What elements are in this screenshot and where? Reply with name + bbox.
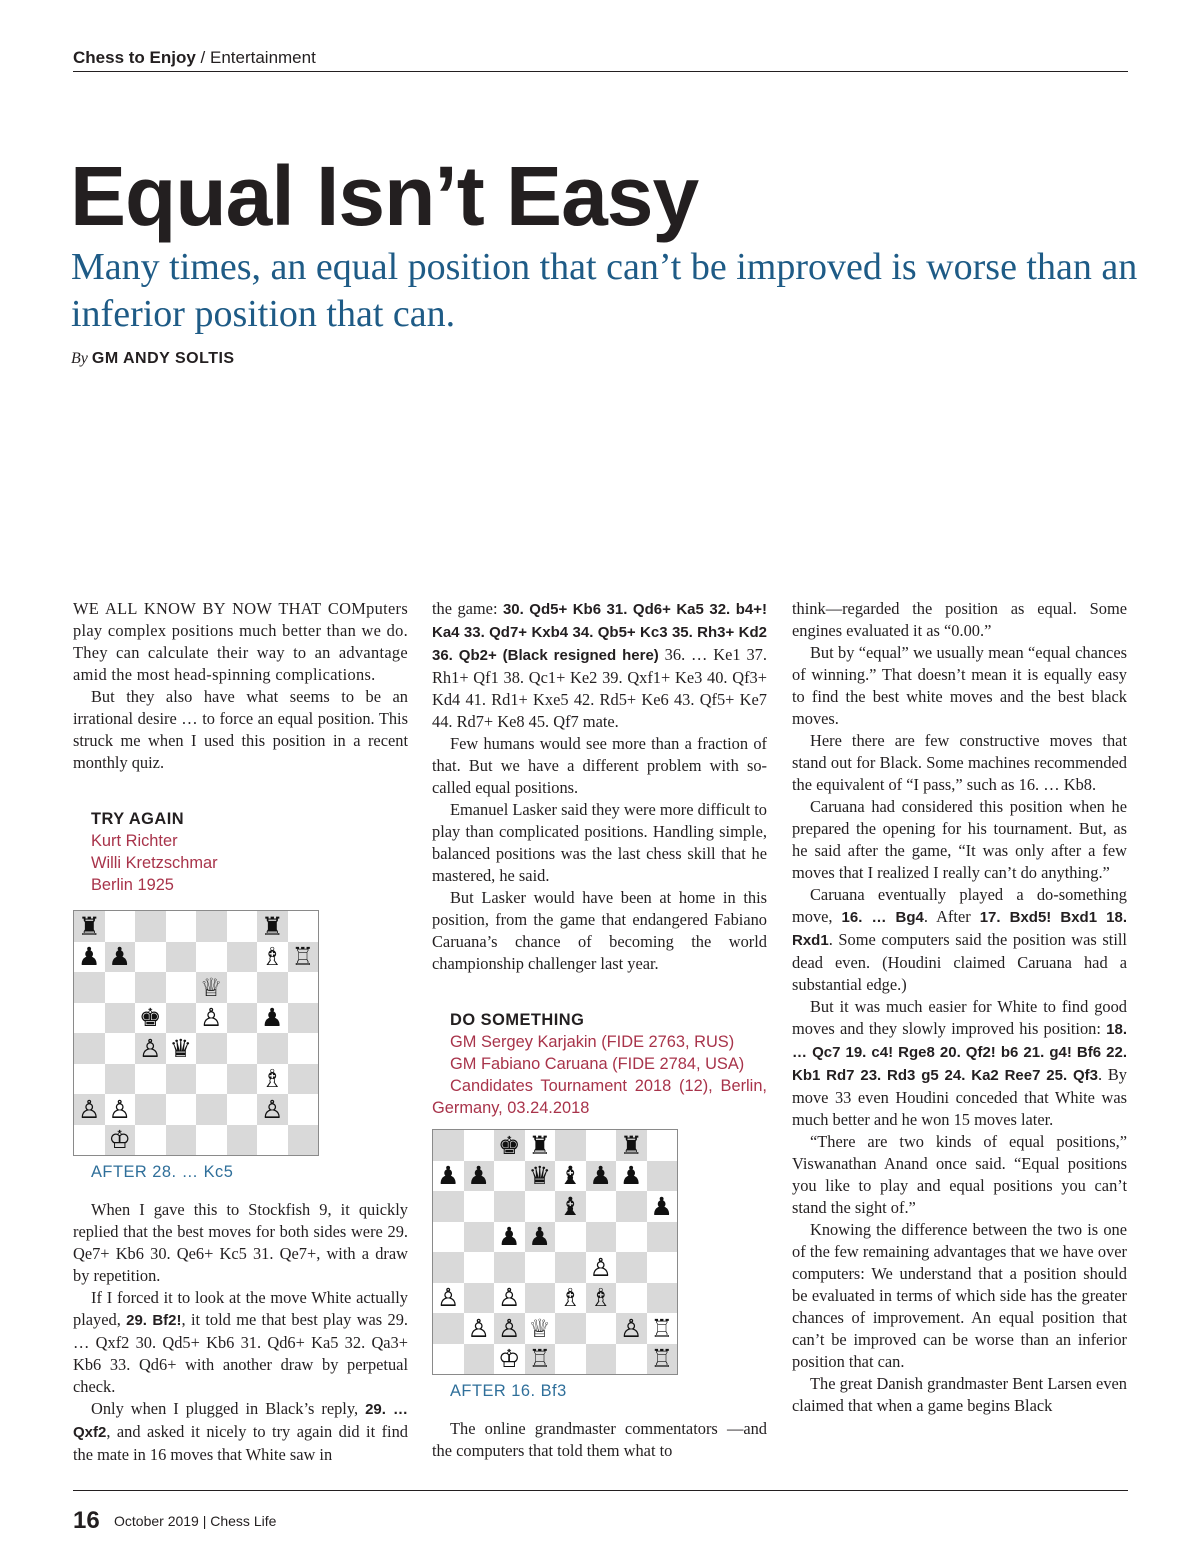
game2-event: Candidates Tournament 2018 (12), Berlin, Germany, 03.24.2018 — [432, 1077, 767, 1117]
board-square — [647, 1191, 678, 1222]
col1-paragraph-1: WE ALL KNOW BY NOW THAT COMputers play complex positions much better than we do. They can calculate their way to an advantage amid the most head-spinning complications. — [73, 599, 408, 684]
board-square — [525, 1252, 556, 1283]
white-pawn-icon: ♙ — [467, 1313, 490, 1343]
board-square — [586, 1283, 617, 1314]
board-square — [616, 1344, 647, 1375]
board-square — [464, 1191, 495, 1222]
black-king-icon: ♚ — [498, 1130, 521, 1160]
white-pawn-icon: ♙ — [620, 1313, 643, 1343]
board-square — [433, 1283, 464, 1314]
white-queen-icon: ♕ — [528, 1313, 551, 1343]
col3-paragraph-2: But by “equal” we usually mean “equal chances of winning.” That doesn’t mean it is equally easy to find the best white moves and the best black moves. — [792, 643, 1127, 728]
col3-paragraph-9: The great Danish grandmaster Bent Larsen even claimed that when a game begins Black — [792, 1374, 1127, 1415]
board-square — [166, 911, 197, 942]
board-square — [555, 1130, 586, 1161]
board-square — [525, 1344, 556, 1375]
white-pawn-icon: ♙ — [78, 1094, 101, 1124]
board-square — [586, 1313, 617, 1344]
board-square — [74, 972, 105, 1003]
board-square — [464, 1283, 495, 1314]
black-pawn-icon: ♟ — [620, 1161, 643, 1191]
black-bishop-icon: ♝ — [559, 1161, 582, 1191]
col2-p1-text-b: 36. … Ke1 37. Rh1+ Qf1 38. Qc1+ Ke2 39. Qxf1+ Ke3 40. Qf3+ Kd4 41. Rd1+ Kxe5 42. Rd5+ Ke6 43. Qf5+ Ke7 44. Rd7+ Ke8 45. Qf7 mate. — [432, 645, 767, 731]
board-square — [135, 911, 166, 942]
board-square — [647, 1283, 678, 1314]
board-square — [616, 1191, 647, 1222]
white-king-icon: ♔ — [498, 1344, 521, 1374]
board-square — [464, 1252, 495, 1283]
game2-black-player: GM Fabiano Caruana (FIDE 2784, USA) — [450, 1055, 745, 1073]
board-square — [433, 1344, 464, 1375]
header-separator: / — [195, 48, 210, 67]
game1-caption: AFTER 28. … Kc5 — [91, 1163, 234, 1181]
board-square — [647, 1252, 678, 1283]
col3-paragraph-4: Caruana had considered this position when he prepared the opening for his tournament. But, as he said after the game, “It was only after a few moves that I realized I really can’t do anything.” — [792, 797, 1127, 882]
board-square — [166, 1094, 197, 1125]
board-square — [433, 1252, 464, 1283]
black-queen-icon: ♛ — [169, 1033, 192, 1063]
board-square — [647, 1130, 678, 1161]
col2-p1-text-a: the game: — [432, 599, 503, 618]
board-square — [105, 1003, 136, 1034]
black-pawn-icon: ♟ — [437, 1161, 460, 1191]
board-square — [586, 1252, 617, 1283]
board-square — [616, 1252, 647, 1283]
column-1 — [73, 598, 408, 1466]
white-pawn-icon: ♙ — [437, 1283, 460, 1313]
board-square — [616, 1283, 647, 1314]
board-square — [494, 1191, 525, 1222]
board-square — [433, 1130, 464, 1161]
board-square — [196, 911, 227, 942]
board-square — [227, 972, 258, 1003]
board-square — [586, 1161, 617, 1192]
col3-paragraph-6 — [792, 996, 1127, 1131]
column-2 — [432, 598, 767, 1462]
black-rook-icon: ♜ — [78, 911, 101, 941]
col3-p5-text-a: Caruana eventually played a do-something move, — [792, 885, 1127, 926]
col2-p1-moves: 30. Qd5+ Kb6 31. Qd6+ Ka5 32. b4+! Ka4 33. Qd7+ Kxb4 34. Qb5+ Kc3 35. Rh3+ Kd2 36. Qb2+ (Black resigned here) — [432, 601, 767, 664]
white-rook-icon: ♖ — [650, 1313, 673, 1343]
board-square — [433, 1222, 464, 1253]
board-square — [196, 1125, 227, 1156]
board-square — [74, 1094, 105, 1125]
board-square — [105, 1094, 136, 1125]
board-square — [464, 1161, 495, 1192]
board-square — [74, 942, 105, 973]
board-square — [196, 972, 227, 1003]
board-square — [288, 1003, 319, 1034]
col2-paragraph-3: Emanuel Lasker said they were more difficult to play than complicated positions. Handling simple, balanced positions was the last chess skill that he mastered, he said. — [432, 800, 767, 885]
col3-p5-text-c: . Some computers said the position was still dead even. (Houdini claimed Caruana had a substantial edge.) — [792, 930, 1127, 994]
game2-heading: DO SOMETHING — [450, 1011, 585, 1029]
black-king-icon: ♚ — [139, 1003, 162, 1033]
white-pawn-icon: ♙ — [589, 1252, 612, 1282]
board-square — [647, 1313, 678, 1344]
col1-p4-text-b: , it told me that best play was 29. … Qxf2 30. Qd5+ Kb6 31. Qd6+ Ka5 32. Qa3+ Kb6 33. Qd6+ with another draw by perpetual check. — [73, 1310, 408, 1396]
board-square — [586, 1222, 617, 1253]
board-square — [166, 1064, 197, 1095]
board-square — [257, 1003, 288, 1034]
board-square — [135, 1094, 166, 1125]
board-square — [586, 1191, 617, 1222]
col2-paragraph-1 — [432, 598, 767, 733]
board-square — [227, 1033, 258, 1064]
board-square — [464, 1313, 495, 1344]
board-square — [525, 1313, 556, 1344]
board-square — [105, 1125, 136, 1156]
board-square — [555, 1313, 586, 1344]
board-square — [166, 1125, 197, 1156]
board-square — [555, 1252, 586, 1283]
col3-paragraph-1: think—regarded the position as equal. Some engines evaluated it as “0.00.” — [792, 599, 1127, 640]
col3-p5-move-b: 17. Bxd5! Bxd1 18. Rxd1 — [792, 909, 1127, 949]
col2-paragraph-2: Few humans would see more than a fraction of that. But we have a different problem with so-called equal positions. — [432, 734, 767, 797]
black-pawn-icon: ♟ — [467, 1161, 490, 1191]
board-square — [74, 1033, 105, 1064]
board-square — [196, 1033, 227, 1064]
board-square — [616, 1161, 647, 1192]
col1-p5-move: 29. … Qxf2 — [73, 1401, 408, 1441]
chess-diagram-2 — [432, 1129, 678, 1375]
board-square — [135, 1064, 166, 1095]
black-pawn-icon: ♟ — [528, 1222, 551, 1252]
board-square — [555, 1344, 586, 1375]
board-square — [227, 1125, 258, 1156]
black-queen-icon: ♛ — [528, 1161, 551, 1191]
board-square — [257, 1125, 288, 1156]
white-pawn-icon: ♙ — [498, 1313, 521, 1343]
white-pawn-icon: ♙ — [261, 1094, 284, 1124]
board-square — [135, 1033, 166, 1064]
col3-p5-move-a: 16. … Bg4 — [841, 909, 924, 926]
header-section: Chess to Enjoy — [73, 48, 196, 67]
board-square — [464, 1130, 495, 1161]
board-square — [525, 1191, 556, 1222]
board-square — [74, 1064, 105, 1095]
white-queen-icon: ♕ — [200, 972, 223, 1002]
white-rook-icon: ♖ — [528, 1344, 551, 1374]
black-pawn-icon: ♟ — [78, 942, 101, 972]
board-square — [525, 1283, 556, 1314]
board-square — [105, 911, 136, 942]
board-square — [494, 1222, 525, 1253]
board-square — [464, 1344, 495, 1375]
col1-paragraph-2: But they also have what seems to be an irrational desire … to force an equal position. This struck me when I used this position in a recent monthly quiz. — [73, 687, 408, 772]
game2-white-player: GM Sergey Karjakin (FIDE 2763, RUS) — [450, 1033, 735, 1051]
board-square — [647, 1161, 678, 1192]
white-king-icon: ♔ — [108, 1125, 131, 1155]
white-pawn-icon: ♙ — [498, 1283, 521, 1313]
white-pawn-icon: ♙ — [139, 1033, 162, 1063]
column-3 — [792, 598, 1127, 1417]
col2-paragraph-5: The online grandmaster commentators —and the computers that told them what to — [432, 1419, 767, 1460]
board-square — [555, 1161, 586, 1192]
black-rook-icon: ♜ — [261, 911, 284, 941]
board-square — [257, 1064, 288, 1095]
board-square — [196, 942, 227, 973]
col1-paragraph-3: When I gave this to Stockfish 9, it quickly replied that the best moves for both sides were 29. Qe7+ Kb6 30. Qe6+ Kc5 31. Qe7+, with a draw by repetition. — [73, 1200, 408, 1285]
board-square — [196, 1003, 227, 1034]
col2-paragraph-4: But Lasker would have been at home in this position, from the game that endangered Fabiano Caruana’s chance of becoming the world championship challenger last year. — [432, 888, 767, 973]
board-square — [257, 1033, 288, 1064]
board-square — [433, 1191, 464, 1222]
col1-p4-move: 29. Bf2! — [126, 1312, 182, 1329]
board-square — [586, 1344, 617, 1375]
board-square — [288, 1125, 319, 1156]
board-square — [288, 1033, 319, 1064]
board-square — [227, 1064, 258, 1095]
col3-p5-text-b: . After — [923, 907, 980, 926]
board-square — [616, 1130, 647, 1161]
board-square — [494, 1313, 525, 1344]
board-square — [525, 1161, 556, 1192]
board-square — [257, 911, 288, 942]
board-square — [525, 1130, 556, 1161]
board-square — [196, 1094, 227, 1125]
board-square — [257, 1094, 288, 1125]
board-square — [555, 1191, 586, 1222]
header-subsection: Entertainment — [209, 48, 316, 67]
board-square — [227, 942, 258, 973]
board-square — [74, 1003, 105, 1034]
board-square — [105, 972, 136, 1003]
board-square — [105, 1064, 136, 1095]
board-square — [288, 911, 319, 942]
board-square — [616, 1222, 647, 1253]
board-square — [74, 1125, 105, 1156]
white-bishop-icon: ♗ — [559, 1283, 582, 1313]
white-pawn-icon: ♙ — [200, 1003, 223, 1033]
game2-caption: AFTER 16. Bf3 — [450, 1382, 567, 1400]
board-square — [525, 1222, 556, 1253]
board-square — [288, 972, 319, 1003]
white-bishop-icon: ♗ — [261, 1064, 284, 1094]
board-square — [586, 1130, 617, 1161]
col1-paragraph-4 — [73, 1287, 408, 1398]
col3-paragraph-3: Here there are few constructive moves that stand out for Black. Some machines recommended the equivalent of “I pass,” such as 16. … Kb8. — [792, 731, 1127, 794]
board-square — [494, 1161, 525, 1192]
black-pawn-icon: ♟ — [108, 942, 131, 972]
board-square — [227, 911, 258, 942]
board-square — [166, 972, 197, 1003]
board-square — [494, 1283, 525, 1314]
white-bishop-icon: ♗ — [589, 1283, 612, 1313]
black-bishop-icon: ♝ — [559, 1191, 582, 1221]
game1-black-player: Willi Kretzschmar — [91, 854, 218, 872]
black-pawn-icon: ♟ — [498, 1222, 521, 1252]
board-square — [288, 1064, 319, 1095]
col1-p4-text-a: If I forced it to look at the move White actually played, — [73, 1288, 408, 1329]
board-square — [227, 1003, 258, 1034]
board-square — [135, 972, 166, 1003]
board-square — [647, 1344, 678, 1375]
article-deck: Many times, an equal position that can’t be improved is worse than an inferior position that can. — [71, 246, 1138, 335]
board-square — [433, 1313, 464, 1344]
board-square — [166, 942, 197, 973]
col1-p5-text-a: Only when I plugged in Black’s reply, — [91, 1399, 366, 1418]
byline — [71, 350, 235, 368]
board-square — [196, 1064, 227, 1095]
chess-diagram-1 — [73, 910, 319, 1156]
black-pawn-icon: ♟ — [589, 1161, 612, 1191]
black-pawn-icon: ♟ — [650, 1191, 673, 1221]
board-square — [166, 1003, 197, 1034]
black-rook-icon: ♜ — [528, 1130, 551, 1160]
white-bishop-icon: ♗ — [261, 942, 284, 972]
board-square — [464, 1222, 495, 1253]
game1-event: Berlin 1925 — [91, 876, 174, 894]
byline-by: By — [71, 350, 88, 367]
white-pawn-icon: ♙ — [108, 1094, 131, 1124]
col3-paragraph-5 — [792, 884, 1127, 996]
col3-paragraph-8: Knowing the difference between the two is one of the few remaining advantages that we have over computers: We understand that a position should be evaluated in terms of which side has the greater chances of improvement. An equal position that can’t be improved can be worse than an inferior position that can. — [792, 1220, 1127, 1371]
col1-p5-text-b: , and asked it nicely to try again did it find the mate in 16 moves that White saw in — [73, 1422, 408, 1464]
page-number: 16 — [73, 1507, 100, 1534]
publication-info: October 2019 | Chess Life — [114, 1513, 277, 1529]
white-rook-icon: ♖ — [291, 942, 314, 972]
col3-p6-text-a: But it was much easier for White to find good moves and they slowly improved his position: — [792, 997, 1127, 1038]
col3-paragraph-7: “There are two kinds of equal positions,” Viswanathan Anand once said. “Equal positions you like to play and equal positions you can’t stand the sight of.” — [792, 1132, 1127, 1217]
board-square — [555, 1283, 586, 1314]
page-footer — [73, 1490, 1128, 1534]
board-square — [257, 942, 288, 973]
board-square — [433, 1161, 464, 1192]
black-rook-icon: ♜ — [620, 1130, 643, 1160]
col3-p6-text-b: . By move 33 even Houdini conceded that White was much better and he won 15 moves later. — [792, 1065, 1127, 1129]
board-square — [105, 1033, 136, 1064]
board-square — [74, 911, 105, 942]
board-square — [166, 1033, 197, 1064]
board-square — [616, 1313, 647, 1344]
board-square — [288, 942, 319, 973]
game1-white-player: Kurt Richter — [91, 832, 178, 850]
board-square — [135, 1125, 166, 1156]
board-square — [135, 942, 166, 973]
board-square — [494, 1252, 525, 1283]
board-square — [494, 1130, 525, 1161]
board-square — [555, 1222, 586, 1253]
article-title: Equal Isn’t Easy — [70, 149, 699, 243]
col3-p6-moves: 18. … Qc7 19. c4! Rge8 20. Qf2! b6 21. g4! Bf6 22. Kb1 Rd7 23. Rd3 g5 24. Ka2 Ree7 25. Qf3 — [792, 1021, 1127, 1084]
col1-paragraph-5 — [73, 1398, 408, 1466]
game1-heading: TRY AGAIN — [91, 810, 185, 828]
board-square — [647, 1222, 678, 1253]
black-pawn-icon: ♟ — [261, 1003, 284, 1033]
board-square — [227, 1094, 258, 1125]
board-square — [257, 972, 288, 1003]
board-square — [288, 1094, 319, 1125]
board-square — [494, 1344, 525, 1375]
board-square — [135, 1003, 166, 1034]
board-square — [105, 942, 136, 973]
white-rook-icon: ♖ — [650, 1344, 673, 1374]
running-header — [73, 46, 1128, 72]
byline-author: GM ANDY SOLTIS — [91, 350, 235, 367]
